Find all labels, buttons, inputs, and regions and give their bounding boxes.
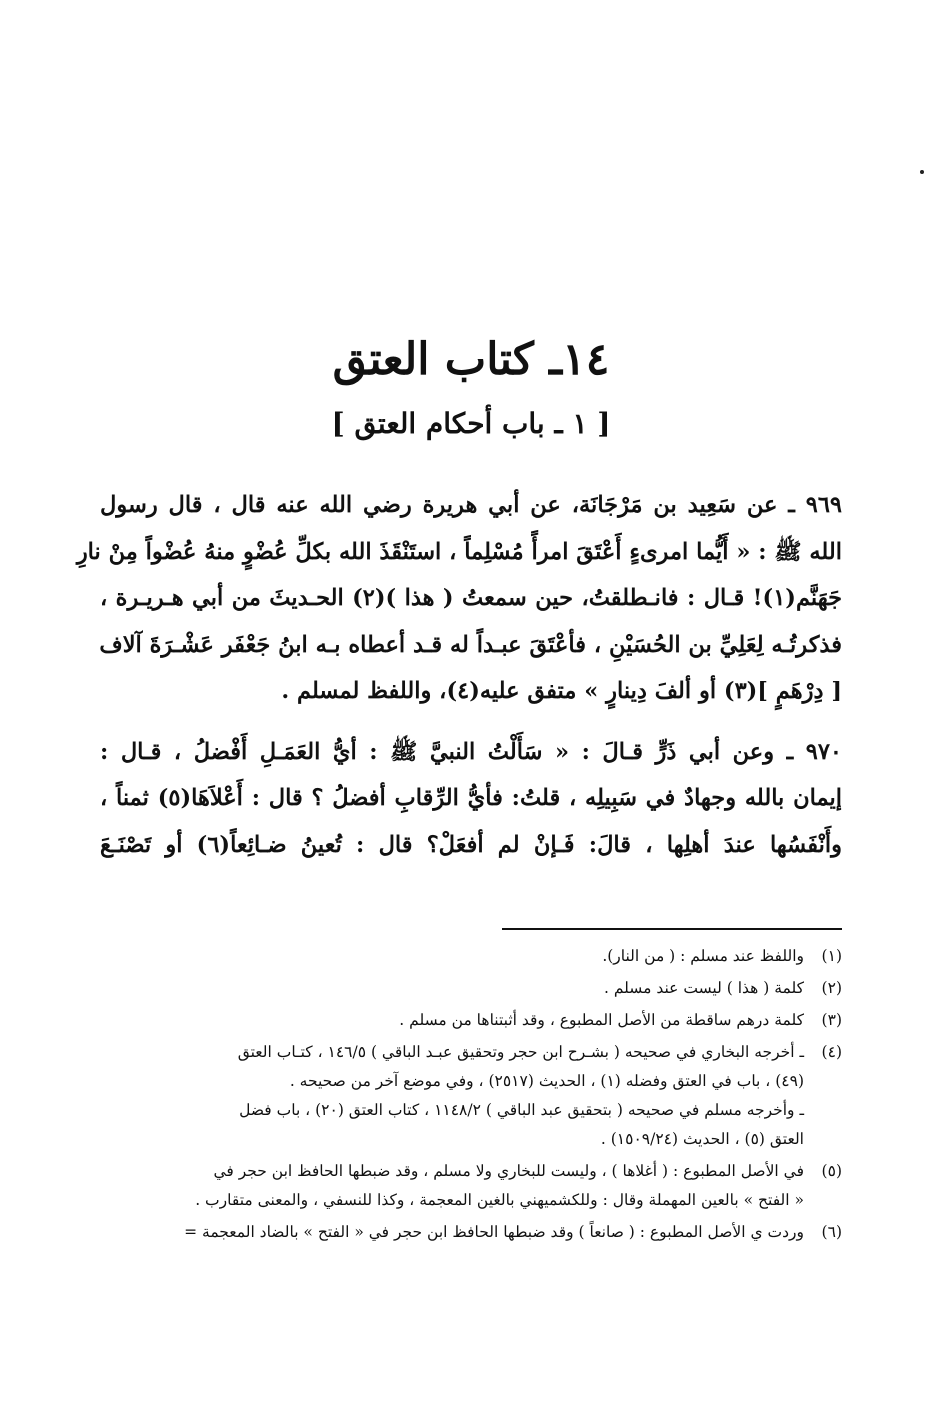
footnote-6 <box>100 1218 842 1247</box>
page-body <box>76 330 843 868</box>
hadith-line: إيمان بالله وجهادٌ في سَبِيلِه ، قلتُ: فأيُّ الرِّقابِ أفضلُ ؟ قال : أَعْلاَهَا(٥) ثمناً ، <box>100 785 842 811</box>
footnote-text <box>100 974 804 1003</box>
footnote-5 <box>100 1157 842 1215</box>
footnote-number: (٣) <box>821 1011 842 1029</box>
hadith-line: الله ﷺ : « أَيُّما امرىءٍ أَعْتَقَ امرأً مُسْلِماً ، استَنْقَذَ الله بكلِّ عُضْوٍ منهُ عُضْواً مِنْ نارِ <box>76 538 842 565</box>
page-speck <box>920 170 924 174</box>
footnote-number: (١) <box>821 947 842 965</box>
footnote-number: (٢) <box>821 979 842 997</box>
footnote-text <box>100 1218 804 1247</box>
footnote-line: كلمة درهم ساقطة من الأصل المطبوع ، وقد أثبتناها من مسلم . <box>399 1011 804 1029</box>
footnote-2 <box>100 974 842 1003</box>
footnote-line: وردت ي الأصل المطبوع : ( صانعاً ) وقد ضبطها الحافظ ابن حجر في « الفتح » بالضاد المعجمة = <box>184 1223 804 1241</box>
footnote-text <box>100 1038 804 1154</box>
hadith-969 <box>76 482 842 715</box>
footnote-line: ـ أخرجه البخاري في صحيحه ( بشـرح ابن حجر وتحقيق عبـد الباقي ) ١٤٦/٥ ، كتـاب العتق <box>237 1043 804 1061</box>
footnote-line: (٤٩) ، باب في العتق وفضله (١) ، الحديث (٢٥١٧) ، وفي موضع آخر من صحيحه . <box>289 1072 804 1090</box>
hadith-line: ٩٦٩ ـ عن سَعِيد بن مَرْجَانَة، عن أبي هريرة رضي الله عنه قال ، قال رسول <box>100 492 842 518</box>
hadith-line: ٩٧٠ ـ وعن أبي ذَرٍّ قـالَ : « سَأَلْتُ النبيَّ ﷺ : أيُّ العَمَـلِ أَفْضلُ ، قـال : <box>100 738 842 765</box>
footnote-line: « الفتح » بالعين المهملة وقال : وللكشميهني بالغين المعجمة ، وكذا للنسفي ، والمعنى متقارب . <box>195 1191 804 1209</box>
footnote-number: (٦) <box>821 1223 842 1241</box>
hadith-line: وأَنْفَسُها عندَ أهلِها ، قالَ: فَـإنْ لم أفعَلْ؟ قال : تُعينُ ضـائِعاً(٦) أو تَصْنَـعَ <box>100 831 843 858</box>
footnote-text <box>100 1006 804 1035</box>
footnote-line: كلمة ( هذا ) ليست عند مسلم . <box>604 979 804 997</box>
hadith-line: جَهَنَّم(١)! قـال : فانـطلقتُ، حين سمعتُ ( هذا )(٢) الحـديثَ من أبي هـريـرة ، <box>100 585 842 611</box>
book-title: ١٤ـ كتاب العتق <box>332 334 610 385</box>
footnote-text <box>100 942 804 971</box>
footnote-line: واللفظ عند مسلم : ( من النار). <box>602 947 804 965</box>
footnotes <box>100 942 842 1250</box>
footnote-line: العتق (٥) ، الحديث (١٥٠٩/٢٤) . <box>600 1130 804 1148</box>
footnote-1 <box>100 942 842 971</box>
hadith-970 <box>100 729 842 869</box>
footnote-line: ـ وأخرجه مسلم في صحيحه ( بتحقيق عبد الباقي ) ١١٤٨/٢ ، كتاب العتق (٢٠) ، باب فضل <box>239 1101 804 1119</box>
footnote-line: في الأصل المطبوع : ( أغلاها ) ، وليست للبخاري ولا مسلم ، وقد ضبطها الحافظ ابن حجر في <box>213 1162 804 1180</box>
footnote-number: (٤) <box>821 1043 842 1061</box>
hadith-line: [ دِرْهَمٍ ](٣) أو ألفَ دِينارٍ » متفق عليه(٤)، واللفظ لمسلم . <box>281 678 842 704</box>
footnote-3 <box>100 1006 842 1035</box>
footnote-4 <box>100 1038 842 1154</box>
hadith-line: فذكرتُـه لِعَلِيِّ بن الحُسَيْنِ ، فأعْتَقَ عبـداً له قـد أعطاه بـه ابنُ جَعْفَر عَشْـرَةَ آلاف <box>99 631 842 658</box>
footnote-number: (٥) <box>821 1162 842 1180</box>
footnote-divider <box>502 928 842 930</box>
footnote-text <box>100 1157 804 1215</box>
chapter-title: [ ١ ـ باب أحكام العتق ] <box>331 407 611 440</box>
